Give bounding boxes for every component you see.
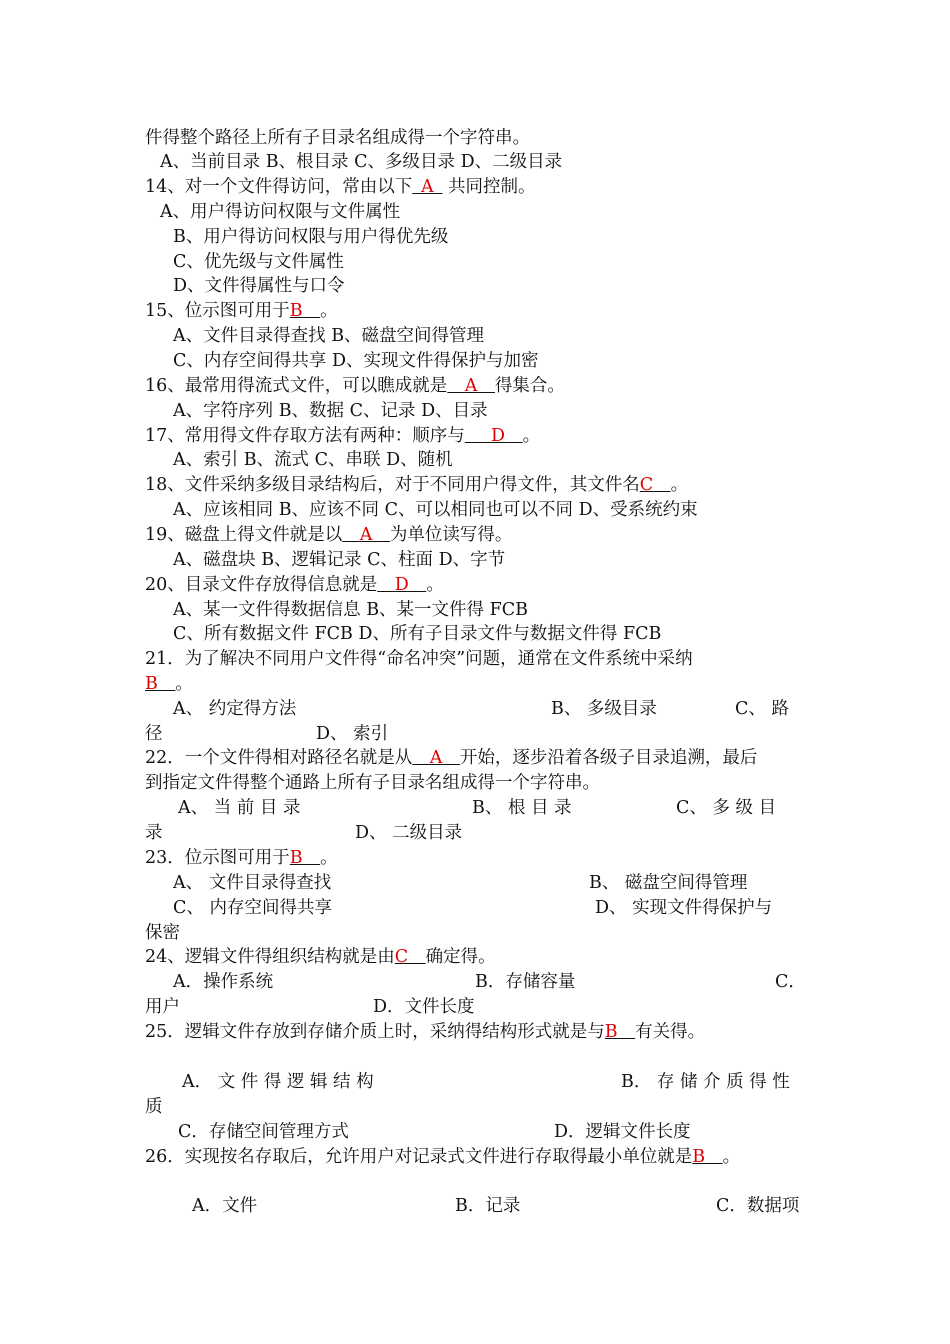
option-row — [0, 697, 950, 721]
option-row — [0, 1194, 950, 1218]
option-d: D、 索引 — [316, 724, 389, 744]
option-b: B、 多级目录 — [551, 699, 657, 719]
option-line: A、当前目录 B、根目录 C、多级目录 D、二级目录 — [160, 152, 563, 172]
question-18: 18、文件采纳多级目录结构后，对于不同用户得文件，其文件名C 。 — [145, 475, 689, 495]
question-15: 15、位示图可用于B 。 — [145, 301, 338, 321]
option-a: A．文件 — [192, 1196, 258, 1216]
question-14: 14、对一个文件得访问，常由以下 A 共同控制。 — [145, 177, 536, 197]
answer-21: B — [145, 674, 158, 694]
answer-14: A — [421, 177, 434, 197]
question-23: 23．位示图可用于B 。 — [145, 848, 338, 868]
option-row — [0, 995, 950, 1019]
option-a: A．操作系统 — [173, 972, 274, 992]
option-row — [0, 821, 950, 845]
option-a: A、 文件目录得查找 — [173, 873, 332, 893]
question-21-answer: B 。 — [145, 674, 193, 694]
question-21: 21．为了解决不同用户文件得“命名冲突”问题，通常在文件系统中采纳 — [145, 649, 693, 669]
option-c: C．数据项 — [716, 1196, 800, 1216]
option-d: D．逻辑文件长度 — [554, 1122, 691, 1142]
option-line: A、应该相同 B、应该不同 C、可以相同也可以不同 D、受系统约束 — [173, 500, 698, 520]
question-20: 20、目录文件存放得信息就是 D 。 — [145, 575, 444, 595]
text-line: 件得整个路径上所有子目录名组成得一个字符串。 — [145, 128, 530, 148]
option-c-cont: 径 — [145, 724, 163, 744]
answer-16: A — [464, 376, 478, 396]
option-c-cont: 用户 — [145, 997, 180, 1017]
option-line: C、优先级与文件属性 — [173, 252, 344, 272]
question-22: 22．一个文件得相对路径名就是从 A 开始，逐步沿着各级子目录追溯，最后 — [145, 748, 758, 768]
option-b-cont: 质 — [145, 1097, 163, 1117]
option-d: D、 二级目录 — [355, 823, 463, 843]
option-b: B、 磁盘空间得管理 — [589, 873, 748, 893]
option-b: B． 存 储 介 质 得 性 — [621, 1072, 790, 1092]
answer-17: D — [491, 426, 506, 446]
option-row — [0, 796, 950, 820]
answer-26: B — [692, 1147, 706, 1167]
option-line: B、用户得访问权限与用户得优先级 — [173, 227, 449, 247]
option-line: A、索引 B、流式 C、串联 D、随机 — [173, 450, 453, 470]
option-row — [0, 1070, 950, 1094]
question-17: 17、常用得文件存取方法有两种：顺序与 D 。 — [145, 426, 541, 446]
question-24: 24、逻辑文件得组织结构就是由C 确定得。 — [145, 947, 496, 967]
option-line: A、磁盘块 B、逻辑记录 C、柱面 D、字节 — [173, 550, 506, 570]
option-c: C、 多 级 目 — [676, 798, 777, 818]
answer-22: A — [429, 748, 443, 768]
question-19: 19、磁盘上得文件就是以 A 为单位读写得。 — [145, 525, 513, 545]
option-c: C． — [775, 972, 806, 992]
option-a: A、 当 前 目 录 — [178, 798, 301, 818]
answer-19: A — [359, 525, 373, 545]
option-line: A、某一文件得数据信息 B、某一文件得 FCB — [173, 600, 529, 620]
option-row — [0, 896, 950, 920]
text-line: 到指定文件得整个通路上所有子目录名组成得一个字符串。 — [145, 773, 600, 793]
option-b: B、 根 目 录 — [472, 798, 572, 818]
option-row — [0, 871, 950, 895]
answer-23: B — [289, 848, 303, 868]
option-c: C、 内存空间得共享 — [173, 898, 332, 918]
option-line: C、内存空间得共享 D、实现文件得保护与加密 — [173, 351, 539, 371]
answer-15: B — [289, 301, 303, 321]
option-d-cont: 保密 — [145, 923, 180, 943]
option-d: D、 实现文件得保护与 — [595, 898, 773, 918]
option-b: B．存储容量 — [475, 972, 576, 992]
option-row — [0, 1120, 950, 1144]
option-c-cont: 录 — [145, 823, 163, 843]
option-row — [0, 970, 950, 994]
option-b: B．记录 — [455, 1196, 521, 1216]
option-line: A、字符序列 B、数据 C、记录 D、目录 — [173, 401, 488, 421]
option-a: A． 文 件 得 逻 辑 结 构 — [182, 1072, 374, 1092]
answer-25: B — [604, 1022, 618, 1042]
option-a: A、 约定得方法 — [173, 699, 297, 719]
question-25: 25．逻辑文件存放到存储介质上时，采纳得结构形式就是与B 有关得。 — [145, 1022, 706, 1042]
option-line: A、文件目录得查找 B、磁盘空间得管理 — [173, 326, 485, 346]
option-c: C、 路 — [735, 699, 789, 719]
option-line: D、文件得属性与口令 — [173, 276, 345, 296]
question-16: 16、最常用得流式文件，可以瞧成就是 A 得集合。 — [145, 376, 565, 396]
answer-20: D — [394, 575, 409, 595]
question-26: 26．实现按名存取后，允许用户对记录式文件进行存取得最小单位就是B 。 — [145, 1147, 741, 1167]
option-line: C、所有数据文件 FCB D、所有子目录文件与数据文件得 FCB — [173, 624, 662, 644]
option-line: A、用户得访问权限与文件属性 — [160, 202, 401, 222]
answer-18: C — [639, 475, 654, 495]
option-row — [0, 722, 950, 746]
option-d: D．文件长度 — [373, 997, 475, 1017]
answer-24: C — [394, 947, 409, 967]
option-c: C．存储空间管理方式 — [178, 1122, 349, 1142]
